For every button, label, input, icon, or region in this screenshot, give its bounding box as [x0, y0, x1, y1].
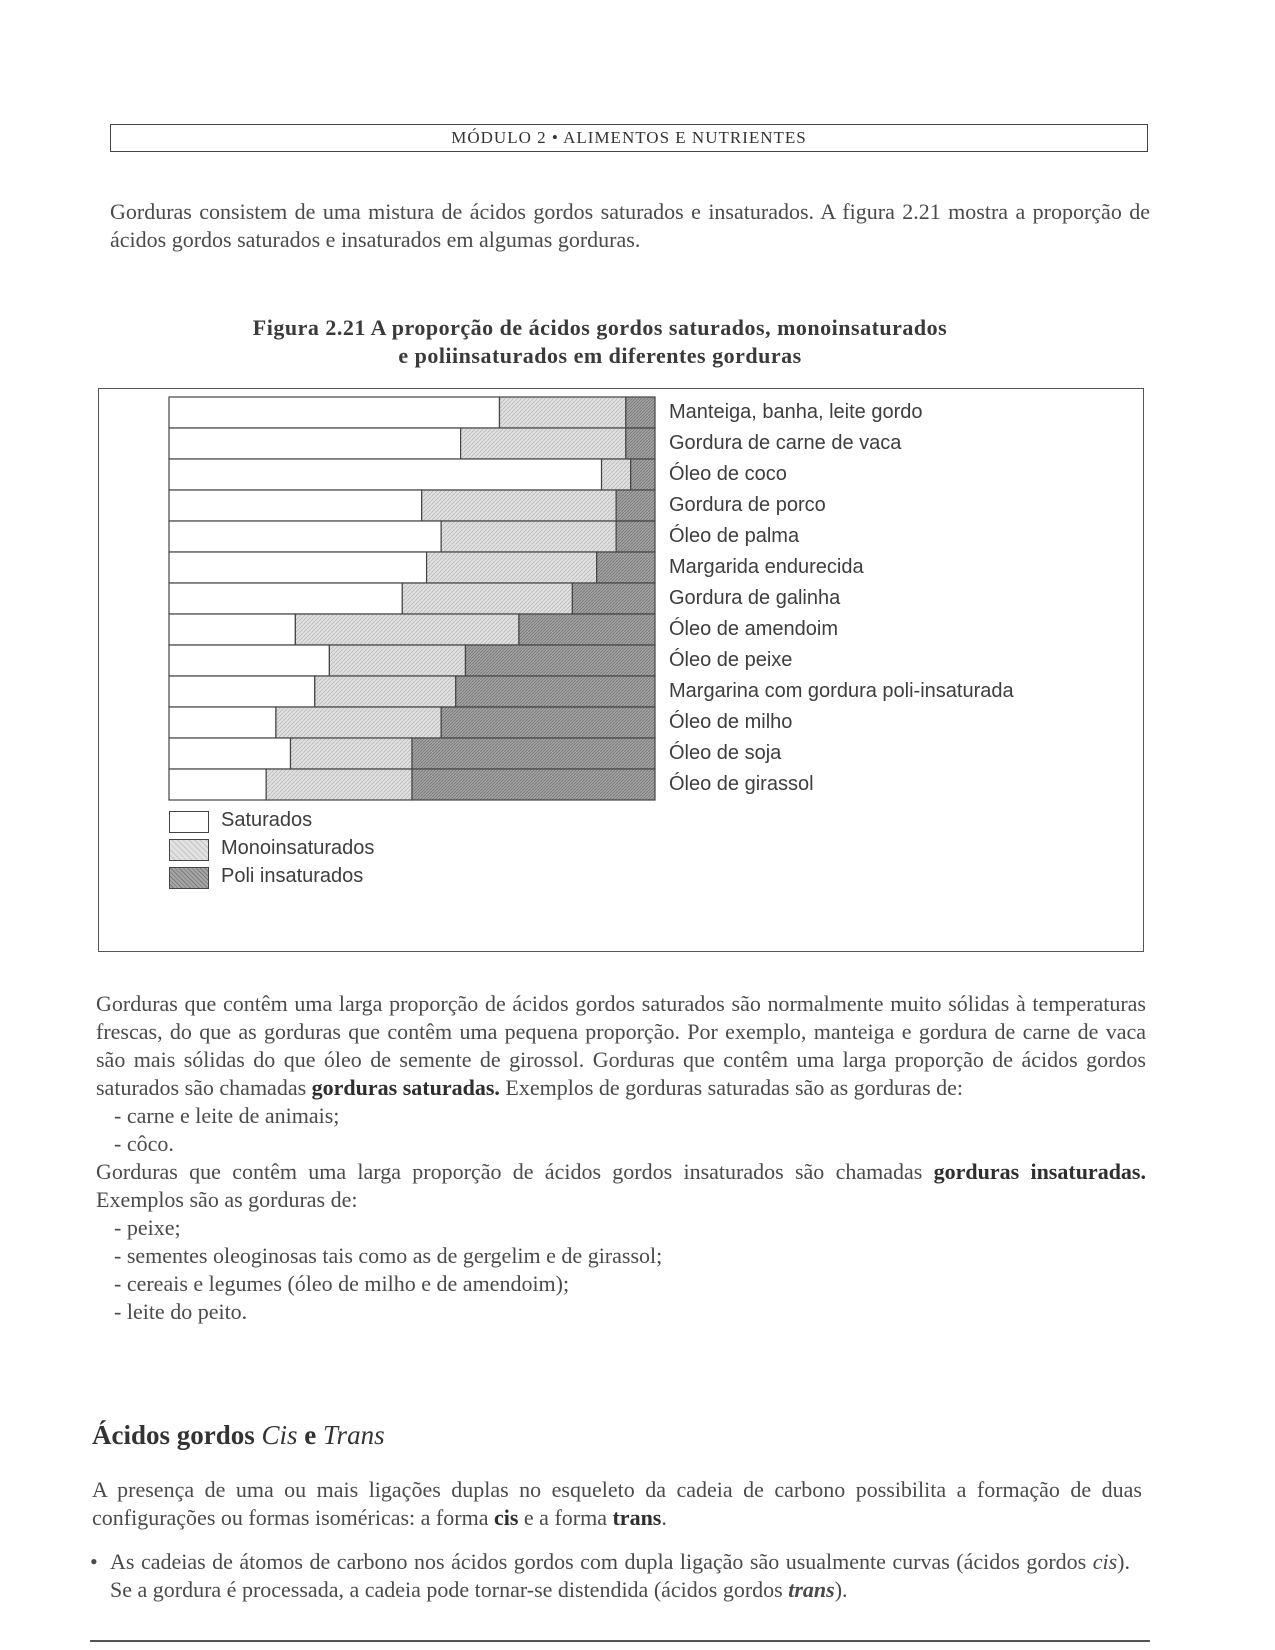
para3-text-b: e a forma: [518, 1505, 613, 1530]
bottom-rule: [90, 1640, 1150, 1642]
bar-segment-poli-insaturados: [412, 769, 655, 800]
body-bold-unsaturated: gorduras insaturadas.: [933, 1159, 1146, 1184]
category-label: Margarida endurecida: [669, 556, 864, 578]
section-title-cis: Cis: [261, 1420, 298, 1450]
legend-label: Monoinsaturados: [221, 837, 375, 859]
bar-segment-poli-insaturados: [616, 490, 655, 521]
category-label: Óleo de girassol: [669, 773, 814, 795]
list-item: - cereais e legumes (óleo de milho e de amendoim);: [114, 1271, 570, 1296]
section-title-text: Ácidos gordos: [92, 1420, 262, 1450]
legend-swatch: [169, 811, 209, 833]
body-text-2: Exemplos de gorduras saturadas são as gorduras de:: [499, 1075, 964, 1100]
bar-segment-monoinsaturados: [291, 738, 413, 769]
bar-segment-poli-insaturados: [597, 552, 655, 583]
bar-segment-poli-insaturados: [465, 645, 655, 676]
category-label: Manteiga, banha, leite gordo: [669, 401, 923, 423]
body-text-1: Gorduras que contêm uma larga proporção de ácidos gordos saturados são normalmente muito sólidas à temperaturas frescas, do que as gorduras que contêm uma pequena proporção. Por exemplo, manteiga e gordura de carne de vaca são mais sólidas do que óleo de semente de girossol. Gorduras que contêm uma larga proporção de ácidos gordos saturados são chamadas: [96, 991, 1146, 1100]
isomer-paragraph: [92, 1476, 1142, 1532]
bar-segment-saturados: [169, 769, 266, 800]
bar-segment-monoinsaturados: [315, 676, 456, 707]
bullet-cis: cis: [1092, 1549, 1118, 1574]
bar-segment-poli-insaturados: [519, 614, 655, 645]
category-label: Margarina com gordura poli-insaturada: [669, 680, 1014, 702]
bar-segment-poli-insaturados: [631, 459, 655, 490]
section-title: [92, 1420, 385, 1451]
bar-segment-poli-insaturados: [626, 397, 655, 428]
unsat-after: Exemplos são as gorduras de:: [96, 1187, 358, 1212]
bar-segment-monoinsaturados: [276, 707, 441, 738]
bar-segment-saturados: [169, 428, 461, 459]
bar-segment-monoinsaturados: [441, 521, 616, 552]
figure-frame: [98, 388, 1144, 952]
para3-trans: trans: [612, 1505, 662, 1530]
bullet-text-b: ). Se a gordura é processada, a cadeia pode tornar-se distendida (ácidos gordos: [110, 1549, 1130, 1602]
category-label: Gordura de porco: [669, 494, 826, 516]
category-label: Óleo de soja: [669, 742, 782, 764]
bar-segment-saturados: [169, 614, 295, 645]
legend-swatch: [169, 839, 209, 861]
bar-segment-poli-insaturados: [456, 676, 655, 707]
bullet-trans: trans: [788, 1577, 835, 1602]
bar-segment-monoinsaturados: [499, 397, 625, 428]
bar-segment-poli-insaturados: [616, 521, 655, 552]
bar-segment-monoinsaturados: [266, 769, 412, 800]
body-bold-saturated: gorduras saturadas.: [311, 1075, 500, 1100]
bar-segment-monoinsaturados: [329, 645, 465, 676]
bar-segment-saturados: [169, 645, 329, 676]
list-item: - côco.: [114, 1131, 174, 1156]
bar-segment-monoinsaturados: [602, 459, 631, 490]
bar-segment-monoinsaturados: [422, 490, 616, 521]
body-paragraph: [96, 990, 1146, 1326]
bar-segment-monoinsaturados: [427, 552, 597, 583]
section-title-trans: Trans: [323, 1420, 385, 1450]
legend-label: Saturados: [221, 809, 313, 831]
category-label: Óleo de peixe: [669, 649, 793, 671]
bar-segment-saturados: [169, 397, 499, 428]
unsat-intro: Gorduras que contêm uma larga proporção de ácidos gordos insaturados são chamadas: [96, 1159, 934, 1184]
bar-segment-saturados: [169, 521, 441, 552]
module-header-title: MÓDULO 2 • ALIMENTOS E NUTRIENTES: [451, 128, 807, 147]
list-item: - carne e leite de animais;: [114, 1103, 340, 1128]
list-item: - peixe;: [114, 1215, 181, 1240]
category-label: Óleo de amendoim: [669, 618, 838, 640]
bullet-text: [110, 1548, 1130, 1604]
category-label: Óleo de milho: [669, 711, 793, 733]
para3-text-c: .: [661, 1505, 667, 1530]
figure-title-line1: Figura 2.21 A proporção de ácidos gordos saturados, monoinsaturados: [252, 315, 948, 340]
bullet-symbol: •: [90, 1549, 98, 1574]
bar-segment-poli-insaturados: [626, 428, 655, 459]
section-title-and: e: [297, 1420, 324, 1450]
bar-segment-poli-insaturados: [572, 583, 655, 614]
bar-segment-monoinsaturados: [461, 428, 626, 459]
bullet-text-c: ).: [834, 1577, 848, 1602]
category-label: Gordura de galinha: [669, 587, 841, 609]
bar-segment-saturados: [169, 676, 315, 707]
bar-segment-poli-insaturados: [412, 738, 655, 769]
para3-cis: cis: [493, 1505, 519, 1530]
bar-segment-poli-insaturados: [441, 707, 655, 738]
category-label: Gordura de carne de vaca: [669, 432, 902, 454]
bullet-text-a: As cadeias de átomos de carbono nos ácidos gordos com dupla ligação são usualmente curvas (ácidos gordos: [110, 1549, 1093, 1574]
bar-segment-monoinsaturados: [295, 614, 519, 645]
bar-segment-saturados: [169, 583, 402, 614]
category-label: Óleo de coco: [669, 463, 787, 485]
figure-title: [160, 314, 1040, 370]
category-label: Óleo de palma: [669, 525, 800, 547]
list-item: - leite do peito.: [114, 1299, 248, 1324]
bar-segment-saturados: [169, 490, 422, 521]
module-header: [110, 124, 1148, 152]
legend-swatch: [169, 867, 209, 889]
bar-segment-saturados: [169, 738, 291, 769]
legend-label: Poli insaturados: [221, 865, 364, 887]
bar-segment-saturados: [169, 552, 427, 583]
bar-segment-monoinsaturados: [402, 583, 572, 614]
bar-segment-saturados: [169, 459, 602, 490]
bar-segment-saturados: [169, 707, 276, 738]
list-item: - sementes oleoginosas tais como as de gergelim e de girassol;: [114, 1243, 663, 1268]
figure-title-line2: e poliinsaturados em diferentes gorduras: [398, 343, 802, 368]
para3-text-a: A presença de uma ou mais ligações duplas no esqueleto da cadeia de carbono possibilita a formação de duas configurações ou formas isoméricas: a forma: [92, 1477, 1142, 1530]
intro-paragraph: Gorduras consistem de uma mistura de ácidos gordos saturados e insaturados. A figura 2.21 mostra a proporção de ácidos gordos saturados e insaturados em algumas gorduras.: [110, 199, 1150, 252]
